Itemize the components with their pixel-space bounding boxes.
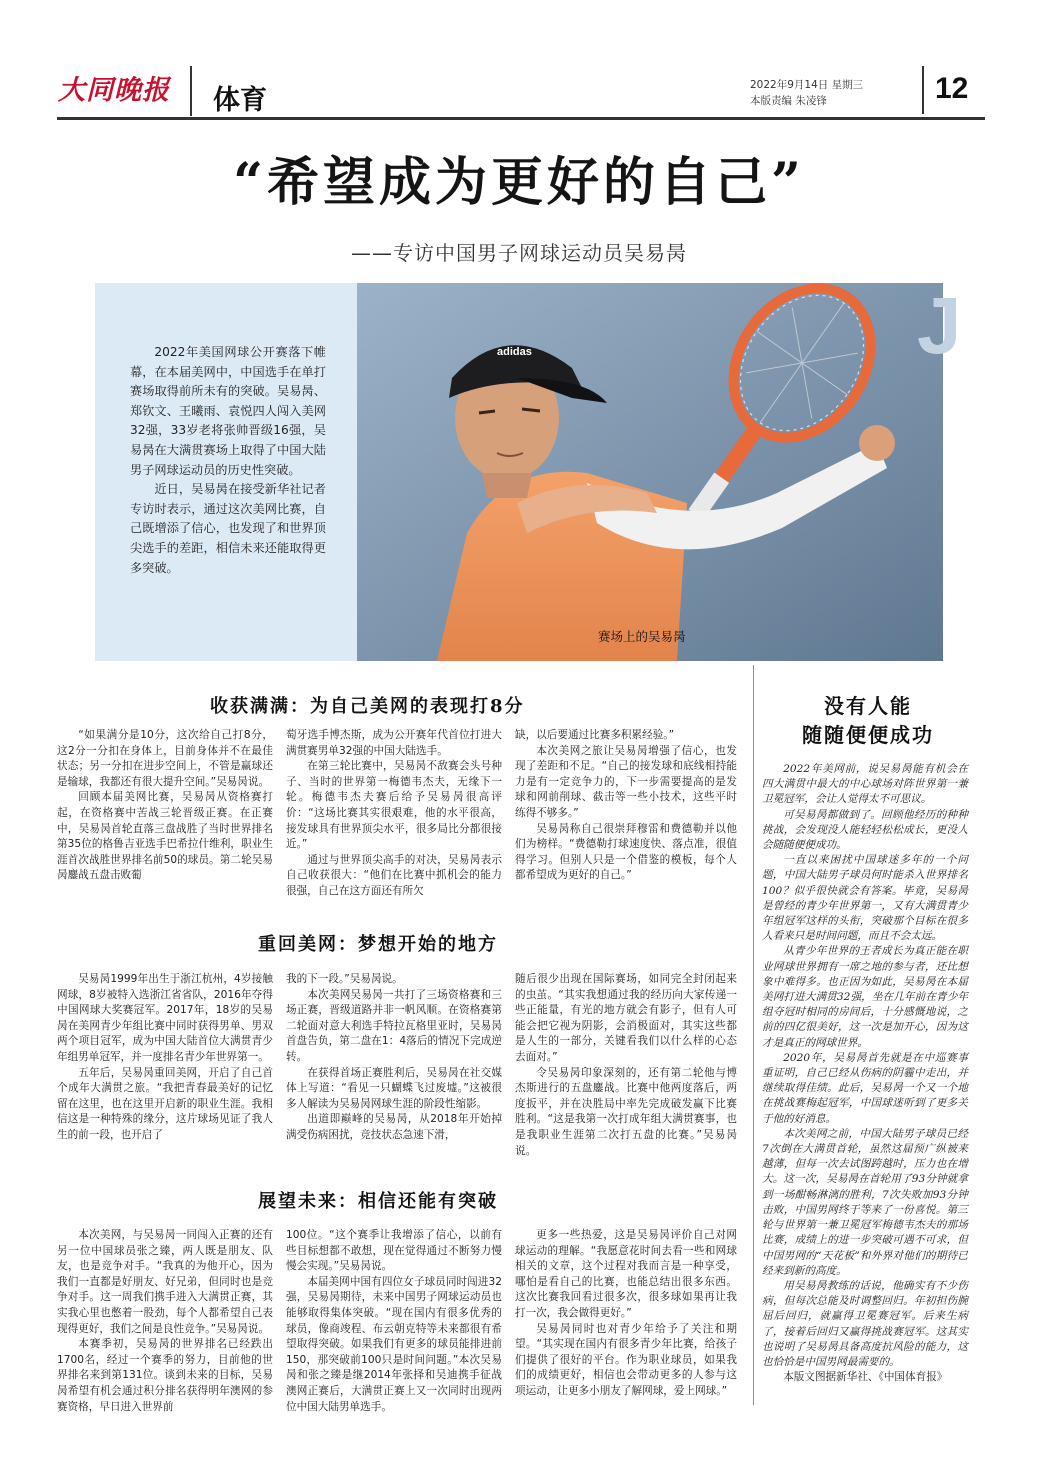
section2-column2: [286, 972, 502, 1144]
body-paragraph: 本赛季初，吴易昺的世界排名已经跌出1700名，经过一个赛季的努力，目前他的世界排名来到第131位。谈到未来的目标，吴易昺希望有机会通过积分排名获得明年澳网的参赛资格，早日进入世界前: [57, 1338, 273, 1413]
sidebar-commentary: [762, 762, 968, 1385]
body-paragraph: 吴易昺同时也对青少年给予了关注和期望。“其实现在国内有很多青少年比赛，给孩子们提供了很好的平台。作为职业球员，如果我们的成绩更好，相信也会带动更多的人参与这项运动，让更多小朋友了解网球，爱上网球。”: [515, 1322, 737, 1397]
body-paragraph: 缺，以后要通过比赛多积累经验。”: [515, 729, 675, 741]
body-paragraph: 更多一些热爱，这是吴易昺评价自己对网球运动的理解。“我愿意花时间去看一些和网球相关的文章，这个过程对我而言是一种享受，哪怕是看自己的比赛，也能总结出很多东西。这次比赛我回看过很多次，很多球如果再让我打一次，我会做得更好。”: [515, 1229, 737, 1319]
sidebar-paragraph: 可吴易昺都做到了。回顾他经历的种种挑战，会发现没人能轻轻松松成长，更没人会随随便便成功。: [762, 808, 968, 852]
body-paragraph: 我的下一段。”吴易昺说。: [286, 973, 403, 985]
lede-paragraph: 2022年美国网球公开赛落下帷幕，在本届美网中，中国选手在单打赛场取得前所未有的突破。吴易昺、郑钦文、王曦雨、袁悦四人闯入美网32强，33岁老将张帅晋级16强，吴易昺在大满贯赛场上取得了中国大陆男子网球运动员的历史性突破。: [130, 345, 326, 477]
body-paragraph: 回顾本届美网比赛，吴易昺从资格赛打起，在资格赛中苦战三轮晋级正赛。在正赛中，吴易昺首轮直落三盘战胜了当时世界排名第35位的格鲁吉亚选手巴希拉什维利，职业生涯首次战胜世界排名前50的球员。第二轮吴易昺鏖战五盘击败葡: [57, 791, 273, 882]
section3-column3: [515, 1228, 737, 1400]
body-paragraph: 五年后，吴易昺重回美网，开启了自己首个成年大满贯之旅。“我把青春最美好的记忆留在这里，也在这里开启新的职业生涯。我相信这是一种特殊的缘分，这片球场见证了我人生的前一段，也开启了: [57, 1066, 273, 1141]
sidebar-title-line1: 没有人能: [824, 694, 912, 718]
sidebar-paragraph: 从青少年世界的王者成长为真正能在职业网球世界拥有一席之地的参与者，还比想象中难得多。也正因为如此，吴易昺在本届美网打进大满贯32强，坐在几年前在青少年组夺冠时相同的房间后，十分感慨地说，之前的四亿很美好，这一次是加开心，因为这才是真正的网球世界。: [762, 945, 968, 1049]
body-paragraph: 在获得首场正赛胜利后，吴易昺在社交媒体上写道：“看见一只蝴蝶飞过废墟。”这被很多人解读为吴易昺网球生涯的阶段性缩影。: [286, 1066, 502, 1110]
svg-text:adidas: adidas: [497, 346, 532, 358]
article-lede: [130, 343, 326, 578]
svg-text:J: J: [917, 281, 962, 370]
section1-column3: [515, 728, 737, 884]
section1-column1: [57, 728, 273, 884]
sidebar-title: [768, 692, 968, 750]
sidebar-title-line2: 随随便便成功: [802, 723, 934, 747]
sidebar-paragraph: 本次美网之前，中国大陆男子球员已经7次倒在大满贯首轮，虽然这届预广纵被来越薄，但每一次去试图跨越时，压力也在增大。这一次，吴易昺在首轮用了93分钟就拿到一场酣畅淋漓的胜利，7次失败加93分钟击败，中国男网终于等来了一份喜悦。第三轮与世界第一兼卫冕冠军梅德韦杰夫的那场比赛，成绩上的进一步突破可遇不可求，但中国男网的“天花板”和外界对他们的期待已经来到新的高度。: [762, 1127, 968, 1277]
photo-caption: 赛场上的吴易昺: [598, 629, 686, 644]
masthead-divider: [190, 66, 192, 116]
section2-column3: [515, 972, 737, 1159]
sidebar-divider: [753, 665, 754, 1405]
sidebar-paragraph: 2022年美网前，说吴易昺能有机会在四大满贯中最大的中心球场对阵世界第一兼卫冕冠军，会让人觉得太不可思议。: [762, 763, 968, 806]
sidebar-paragraph: 用吴易昺教练的话说，他确实有不少伤病，但每次总能及时调整回归。年初担伤腕屈后回归，就赢得卫冕赛冠军。后来生病了，接着后回归又赢得挑战赛冠军。这其实也说明了吴易昺具备高度抗风险的能力，这也恰恰是中国男网最需要的。: [762, 1279, 968, 1368]
body-paragraph: 本次美网，与吴易昺一同闯入正赛的还有另一位中国球员张之臻，两人既是朋友、队友，也是竞争对手。“我真的为他开心，因为我们一直都是好朋友、好兄弟，但同时也是竞争对手。这一周我们携手进入大满贯正赛，其实我心里也憋着一股劲，每个人都希望自己表现得更好，我们之间是良性竞争。”吴易昺说。: [57, 1229, 273, 1335]
section3-column2: [286, 1228, 502, 1415]
section-title-return: 重回美网：梦想开始的地方: [258, 934, 498, 955]
body-paragraph: 本次美网吴易昺一共打了三场资格赛和三场正赛，晋级道路并非一帆风顺。在资格赛第二轮面对意大利选手特拉瓦格里亚时，吴易昺首盘告负，第二盘在1：4落后的情况下完成逆转。: [286, 988, 502, 1063]
body-paragraph: 吴易昺1999年出生于浙江杭州，4岁接触网球，8岁被特入选浙江省省队，2016年夺得中国网球大奖赛冠军。2017年，18岁的吴易昺在美网青少年组比赛中同时获得男单、男双两个项目冠军，成为中国大陆首位大满贯青少年组男单冠军，并一度排名青少年世界第一。: [57, 973, 273, 1063]
masthead-rule: [57, 117, 985, 120]
body-paragraph: 本届美网中国有四位女子球员同时闯进32强，吴易昺期待，未来中国男子网球运动员也能够取得集体突破。“现在国内有很多优秀的球员，像商竣程、布云朝克特等未来都很有希望取得突破。如果我们有更多的球员能排进前150，那突破前100只是时间问题。”本次吴易昺和张之臻是继2014年张择和吴迪携手征战澳网正赛后，大满贯正赛上又一次同时出现两位中国大陆男单选手。: [286, 1275, 502, 1413]
body-paragraph: 通过与世界顶尖高手的对决，吴易昺表示自己收获很大：“他们在比赛中抓机会的能力很强，自己在这方面还有所欠: [286, 853, 502, 897]
body-paragraph: 出道即巅峰的吴易昺，从2018年开始掉满受伤病困扰，竞技状态急速下滑，: [286, 1113, 502, 1141]
body-paragraph: 在第三轮比赛中，吴易昺不敌赛会头号种子、当时的世界第一梅德韦杰夫，无缘下一轮。梅德韦杰夫赛后给予吴易昺很高评价：“这场比赛其实很艰难，他的水平很高，接发球具有世界顶尖水平，很多局比分都很接近。”: [286, 760, 502, 851]
headline: “希望成为更好的自己”: [233, 152, 805, 213]
body-paragraph: 吴易昺称自己很崇拜穆雷和费德勒并以他们为榜样。“费德勒打球速度快、落点准，很值得学习。但别人只是一个借鉴的模板，每个人都希望成为更好的自己。”: [515, 822, 737, 882]
player-photo: [357, 281, 962, 661]
newspaper-logo: 大同晚报: [58, 75, 170, 106]
section-name: 体育: [213, 85, 267, 116]
tennis-player-illustration: [357, 281, 962, 661]
issue-date: 2022年9月14日 星期三: [750, 79, 864, 91]
sidebar-paragraph: 一直以来困扰中国球迷多年的一个问题，中国大陆男子球员何时能杀入世界排名100？似乎很快就会有答案。毕竟，吴易昺是曾经的青少年世界第一，又有大满贯青少年组冠军这样的头衔，突破那个目标在很多人看来只是时间问题，而且不会太远。: [762, 854, 968, 943]
source-credit: 本版文图据新华社、《中国体育报》: [783, 1371, 948, 1384]
section2-column1: [57, 972, 273, 1144]
body-paragraph: 随后很少出现在国际赛场，如同完全封闭起来的虫茧。“其实我想通过我的经历向大家传递一些正能量，有光的地方就会有影子，但有人可能会把它视为阴影，会消极面对，其实这些都是人生的一部分，关键看我们以什么样的心态去面对。”: [515, 973, 737, 1063]
body-paragraph: 令吴易昺印象深刻的，还有第二轮他与博杰斯进行的五盘鏖战。比赛中他两度落后，两度扳平，并在决胜局中率先完成破发赢下比赛胜利。“这是我第一次打成年组大满贯赛事，也是我职业生涯第二次打五盘的比赛。”吴易昺说。: [515, 1066, 737, 1157]
page-number-divider: [922, 66, 924, 114]
section1-column2: [286, 728, 502, 900]
page-editor: 本版责编 朱凌锋: [750, 95, 827, 107]
section3-column1: [57, 1228, 273, 1415]
body-paragraph: “如果满分是10分，这次给自己打8分，这2分一分扣在身体上，目前身体并不在最佳状态；另一分扣在进步空间上，不管是赢球还是输球，我都还有很大提升空间。”吴易昺说。: [57, 729, 273, 788]
body-paragraph: 本次美网之旅让吴易昺增强了信心，也发现了差距和不足。“自己的接发球和底线相持能力是有一定竞争力的，下一步需要提高的是发球和网前削球、截击等一些小技术，这些平时练得不够多。”: [515, 744, 737, 819]
section-title-future: 展望未来：相信还能有突破: [258, 1191, 498, 1212]
subheadline: ——专访中国男子网球运动员吴易昺: [351, 241, 687, 265]
page-number: 12: [935, 72, 969, 105]
lede-paragraph: 近日，吴易昺在接受新华社记者专访时表示，通过这次美网比赛，自己既增添了信心，也发现了和世界顶尖选手的差距，相信未来还能取得更多突破。: [130, 482, 326, 575]
body-paragraph: 萄牙选手博杰斯，成为公开赛年代首位打进大满贯赛男单32强的中国大陆选手。: [286, 729, 502, 757]
body-paragraph: 100位。“这个赛季让我增添了信心，以前有些目标想都不敢想，现在觉得通过不断努力慢慢会实现。”吴易昺说。: [286, 1229, 502, 1273]
sidebar-paragraph: 2020年，吴易昺首先就是在中巡赛事重证明，自己已经从伤病的阴霾中走出，并继续取得佳绩。此后，吴易昺一个又一个地在挑战赛梅起冠军，中国球迷听到了更多关于他的好消息。: [762, 1051, 968, 1125]
section-title-harvest: 收获满满：为自己美网的表现打8分: [210, 696, 525, 717]
